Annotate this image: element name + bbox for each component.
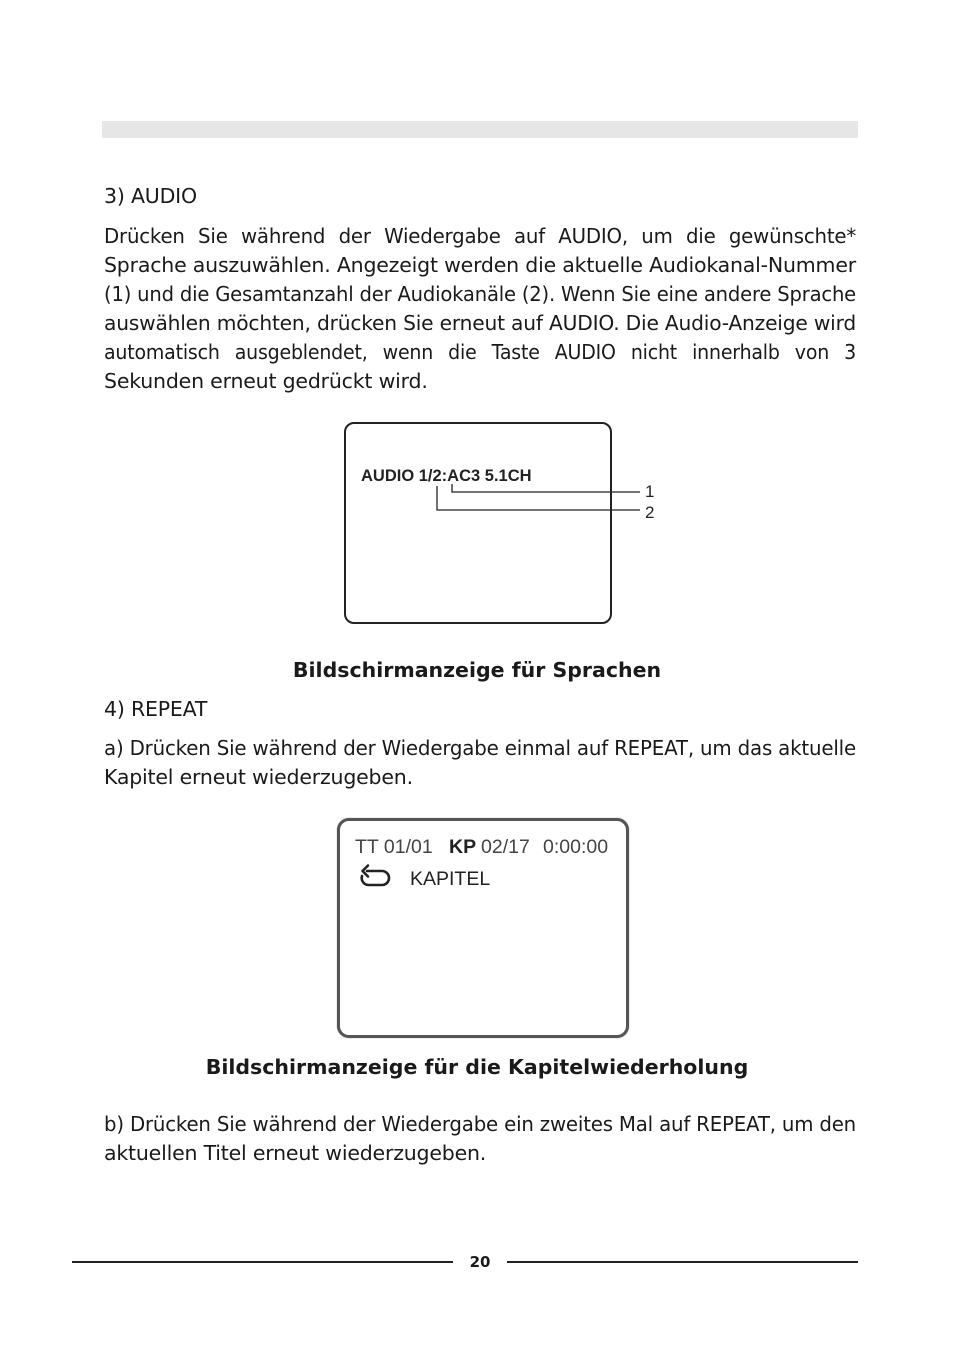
repeat-b-line-2: aktuellen Titel erneut wiederzugeben. — [104, 1141, 487, 1165]
repeat-b-line-1: b) Drücken Sie während der Wiedergabe ein zweites Mal auf REPEAT, um den — [104, 1112, 857, 1136]
repeat-a-line-1: a) Drücken Sie während der Wiedergabe einmal auf REPEAT, um das aktuelle — [104, 736, 856, 760]
audio-line-6: Sekunden erneut gedrückt wird. — [104, 369, 428, 393]
page-number: 20 — [469, 1253, 491, 1271]
repeat-paragraph-b — [104, 1110, 856, 1168]
footer-rule-left — [72, 1261, 453, 1263]
repeat-a-line-2: Kapitel erneut wiederzugeben. — [104, 765, 413, 789]
footer-rule-right — [507, 1261, 858, 1263]
osd-repeat-mode: KAPITEL — [410, 868, 491, 890]
audio-heading: 3) AUDIO — [104, 184, 197, 208]
callout-number-2: 2 — [645, 503, 655, 522]
osd-time: 0:00:00 — [543, 836, 609, 858]
osd-kp-label — [449, 836, 476, 858]
audio-line-1-text: Drücken Sie während der Wiedergabe auf AUDIO, um die gewünschte* — [104, 224, 857, 248]
audio-line-5: automatisch ausgeblendet, wenn die Taste AUDIO nicht innerhalb von 3 — [104, 340, 857, 364]
audio-line-1 — [104, 222, 857, 251]
osd-kp-label-text: KP — [449, 836, 477, 858]
callout-number-1: 1 — [645, 482, 655, 501]
osd-title-counter: TT 01/01 — [355, 836, 433, 858]
audio-caption: Bildschirmanzeige für Sprachen — [292, 658, 662, 682]
audio-line-3: (1) und die Gesamtanzahl der Audiokanäle (2). Wenn Sie eine andere Sprache — [104, 282, 857, 306]
osd-chapter-counter: 02/17 — [481, 836, 530, 858]
audio-line-4: auswählen möchten, drücken Sie erneut auf AUDIO. Die Audio-Anzeige wird — [104, 311, 856, 335]
audio-osd-screen — [344, 422, 612, 624]
header-bar — [102, 121, 858, 138]
audio-osd-text: AUDIO 1/2:AC3 5.1CH — [361, 467, 532, 485]
repeat-icon — [358, 864, 392, 890]
audio-paragraph — [104, 222, 856, 396]
repeat-caption: Bildschirmanzeige für die Kapitelwiederholung — [205, 1055, 749, 1079]
repeat-heading: 4) REPEAT — [104, 697, 208, 721]
repeat-paragraph-a — [104, 734, 856, 792]
audio-line-2: Sprache auszuwählen. Angezeigt werden die aktuelle Audiokanal-Nummer — [104, 253, 856, 277]
